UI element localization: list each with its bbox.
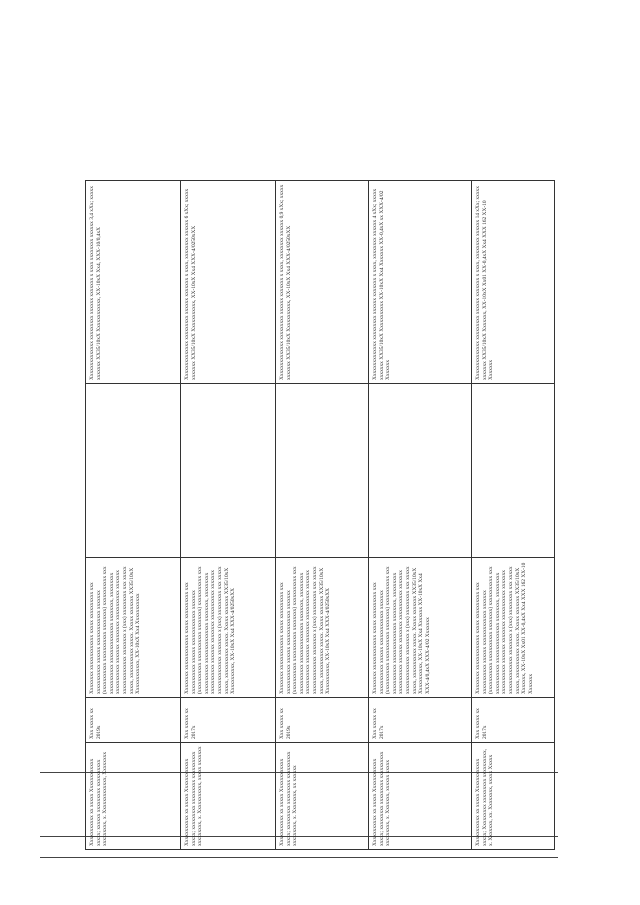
- cell-location: Xxxxxxxxxxx xx xxxxx Xxxxxxxxxxxx xxxxx; Xxxxxxxxx xxxxxxxxx xxxxxxxxxx, x. Xxxxxxx, xx. Xxxxxxxx, xxxxx Xxxxx: [472, 742, 554, 849]
- cell-justification: Xxxxxxxx xxxxxxxxxxxxx xxxxx xxxxxxxxxx xxx xxxxxxxxxxx xxxxxx xxxxxxxxxxxxx xxxxxxx (xxxxxxxxxxx xxxxxxxxxxx xxxxxxxx) xxxxxxxxxxx xxx xxxxxxxxxxx xxxxxxxxxxxxxxx xxxxxxxx, xxxxxxxxx xxxxxxxxxxx xxxxxxx xxxxxxxx xxxxxxxxxxx xxxxxxx xxxxxxxxxxxxxx xxxxxxxx x (xxx) xxxxxxxxx xxx xxxxx xxxxx, xxxxxxxxxxx xxxxx. Xxxxx xxxxxxx XX35/10xX Xxxxxxxxxxxx, XX-10xX Xx4 Xxxxxxxxxxx: [86, 557, 180, 697]
- cell-location: Xxxxxxxxxxx xx xxxxx Xxxxxxxxxxxx xxxxx; xxxxxxxxx xxxxxxxxx xxxxxxxxxx xxxxxxxxx, x. Xxxxxxxx, xx xxxxxx: [276, 742, 368, 849]
- cell-empty: [369, 383, 471, 557]
- cell-description: Xxxxxxxxxxxxxx xxxxxxxxx xxxxxx xxxxxxx x xxxx, xxxxxxxx xxxxxx 0,9 xXx; xxxxx xxxxxxx XX35/10xX Xxxxxxxxxxx, XX-10xX Xx4 XXX-4/0250xXX: [279, 184, 292, 380]
- cell-term: Xxx xxxxx xx 2017x: [472, 697, 554, 742]
- cell-term: Xxx xxxxx xx 2019x: [276, 697, 368, 742]
- page-rule: [40, 857, 558, 858]
- cell-term: Xxx xxxxx xx 2017x: [181, 697, 275, 742]
- cell-term: Xxx xxxxx xx 2019x: [86, 697, 180, 742]
- table-row: [276, 181, 369, 849]
- cell-justification: Xxxxxxxx xxxxxxxxxxxxx xxxxx xxxxxxxxxx xxx xxxxxxxxxxx xxxxxx xxxxxxxxxxxxx xxxxxxx (xxxxxxxxxxx xxxxxxxxxxx xxxxxxxx) xxxxxxxxxxx xxx xxxxxxxxxxx xxxxxxxxxxxxxxx xxxxxxxx, xxxxxxxxx xxxxxxxxxxx xxxxxxx xxxxxxxx xxxxxxxxxxx xxxxxxx xxxxxxxxxxxxxx xxxxxxxx x (xxx) xxxxxxxxx xxx xxxxx xxxxx, xxxxxxxxxxx xxxxx. Xxxxx xxxxxxx XX35/10xX Xxxxxxxxxxx, XX-10xX Xx4 Xxxxxxx XX-10xX Xx4 XXX-4/0,4xX XXX-4/02 Xxxxxxx: [369, 557, 471, 697]
- cell-justification: Xxxxxxxx xxxxxxxxxxxxx xxxxx xxxxxxxxxx xxx xxxxxxxxxxx xxxxxx xxxxxxxxxxxxx xxxxxxx (xxxxxxxxxxx xxxxxxxxxxx xxxxxxxx) xxxxxxxxxxx xxx xxxxxxxxxxx xxxxxxxxxxxxxxx xxxxxxxx, xxxxxxxxx xxxxxxxxxxx xxxxxxx xxxxxxxx xxxxxxxxxxx xxxxxxx xxxxxxxxxxxxxx xxxxxxxx x (xxx) xxxxxxxxx xxx xxxxx xxxxx, xxxxxxxxxxx xxxxx. Xxxxx xxxxxxx XX35/10xX Xxxxxxxxxxx, XX-10xX Xx4 XXX-4/0250xXX: [276, 557, 368, 697]
- cell-description: Xxxxxxxxxxxxxx xxxxxxxxx xxxxxx xxxxxxx x xxxx, xxxxxxxx xxxxxx 6 xXx; xxxxx xxxxxxx XX35/10xX Xxxxxxxxxxx, XX-10xX Xx4 XXX-4/0250xXX: [184, 188, 197, 380]
- cell-location: Xxxxxxxxxxx xx xxxxx Xxxxxxxxxxxx xxxxx; xxxxxxxxx xxxxxxxxx xxxxxxxxxx xxxxxxxxx, x. Xxxxxxx, xxxxxx xxxxx: [369, 742, 471, 849]
- cell-empty: [276, 383, 368, 557]
- table-row: [472, 181, 554, 849]
- cell-empty: [472, 383, 554, 557]
- cell-location: Xxxxxxxxxxx xx xxxxx Xxxxxxxxxxxx xxxxx; xxxxxx xxxxxxxxx xxxxxxxxxx xxxxxxxxx, x. Xxxxxxxxxxxxx, Xxxxxxxx: [86, 742, 180, 849]
- cell-description: Xxxxxxxxxxxxxx xxxxxxxxx xxxxxx xxxxxxx x xxxx, xxxxxxxx xxxxxx 14 xXx; xxxxx xxxxxxx XX35/10xX Xxxxxxx, XX-10xX Xx01 XX-0,4xX Xx4 XXX 162 XX-10 Xxxxxxx: [475, 186, 495, 380]
- cell-empty: [181, 383, 275, 557]
- data-table: [85, 180, 555, 850]
- cell-justification: Xxxxxxxx xxxxxxxxxxxxx xxxxx xxxxxxxxxx xxx xxxxxxxxxxx xxxxxx xxxxxxxxxxxxx xxxxxxx (xxxxxxxxxxx xxxxxxxxxxx xxxxxxxx) xxxxxxxxxxx xxx xxxxxxxxxxx xxxxxxxxxxxxxxx xxxxxxxx, xxxxxxxxx xxxxxxxxxxx xxxxxxx xxxxxxxx xxxxxxxxxxx xxxxxxx xxxxxxxxxxxxxx xxxxxxxx x (xxx) xxxxxxxxx xxx xxxxx xxxxx, xxxxxxxxxxx xxxxx. Xxxxx xxxxxxx XX35/10xX Xxxxxxx, XX-10xX Xx01 XX-0,4xX Xx4 XXX 162 XX-10 Xxxxxxx: [472, 557, 554, 697]
- rotated-page-content: [85, 180, 555, 850]
- table-row: [86, 181, 181, 849]
- cell-empty: [86, 383, 180, 557]
- cell-location: Xxxxxxxxxxx xx xxxxx Xxxxxxxxxxxx xxxxx; xxxxxxxxx xxxxxxxxx xxxxxxxxxx xxxxxxxxx, x. Xxxxxxxxxxx, xxxxx xxxxxxx: [181, 742, 275, 849]
- cell-description: Xxxxxxxxxxxxxx xxxxxxxxx xxxxxx xxxxxxx x xxxx xxxxxxxx xxxxxx 3,4 xXx; xxxxx xxxxxxx XX35/10xX Xxxxxxxxxxxx, XX-10xX Xx4, XXX-10/0,4xX: [89, 186, 102, 380]
- cell-justification: Xxxxxxxx xxxxxxxxxxxxx xxxxx xxxxxxxxxx xxx xxxxxxxxxxx xxxxxx xxxxxxxxxxxxx xxxxxxx (xxxxxxxxxxx xxxxxxxxxxx xxxxxxxx) xxxxxxxxxxx xxx xxxxxxxxxxx xxxxxxxxxxxxxxx xxxxxxxx, xxxxxxxxx xxxxxxxxxxx xxxxxxx xxxxxxxx xxxxxxxxxxx xxxxxxx xxxxxxxxxxxxxx xxxxxxxx x (xxx) xxxxxxxxx xxx xxxxx xxxxx, xxxxxxxxxxx xxxxx. Xxxxx xxxxxxx XX35/10xX Xxxxxxxxxxx, XX-10xX Xx4 XXX-4/0250xXX: [181, 557, 275, 697]
- cell-term: Xxx xxxxx xx 2017x: [369, 697, 471, 742]
- cell-description: Xxxxxxxxxxxxxx xxxxxxxxx xxxxxx xxxxxxx x xxxx, xxxxxxxx xxxxxx 4 xXx; xxxxx xxxxxxx XX35/10xX Xxxxxxxxxxx XX-10xX Xx4 Xxxxxxx XX-0,4xX xx XXX-4/02 Xxxxxxx: [372, 188, 392, 380]
- table-row: [181, 181, 276, 849]
- table-row: [369, 181, 472, 849]
